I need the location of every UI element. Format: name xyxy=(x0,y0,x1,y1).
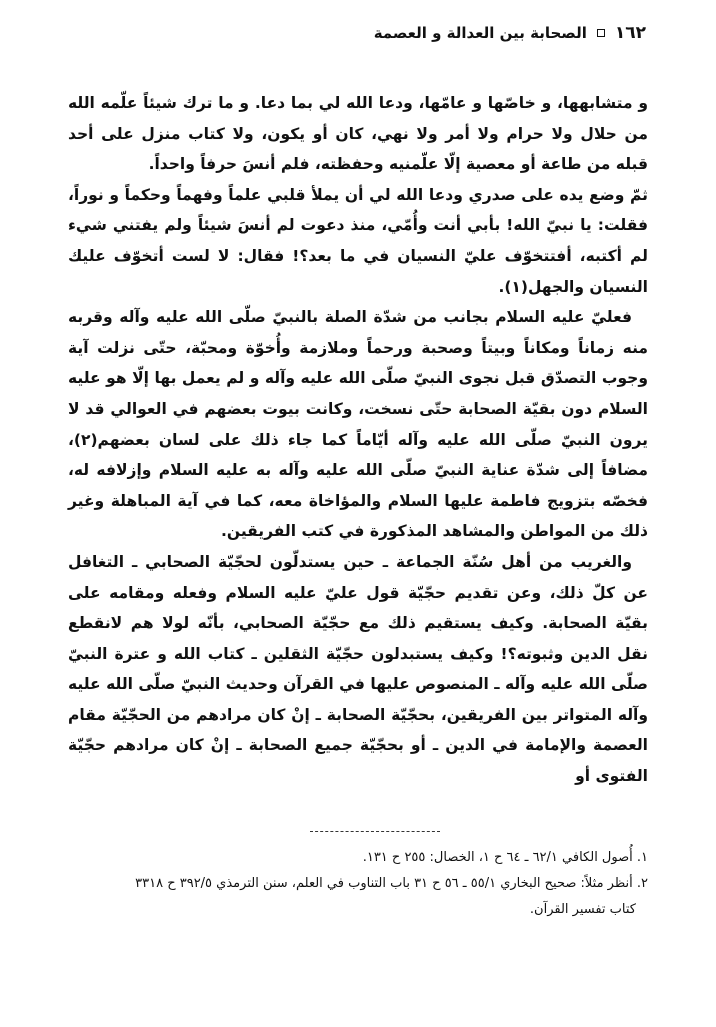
footnote-2: ٢. أنظر مثلاً: صحيح البخاري ٥٥/١ ـ ٥٦ ح ٣١ باب التناوب في العلم، سنن الترمذي ٣٩٢/٥ ح ٣٣١٨ xyxy=(135,876,648,891)
running-title: الصحابة بين العدالة و العصمة xyxy=(373,24,587,42)
paragraph-ali-closeness: فعليّ عليه السلام بجانب من شدّة الصلة بالنبيّ صلّى الله عليه وآله وقربه منه زماناً ومكاناً وبيتاً وصحبة ورحماً وملازمة وأُخوّة ومحبّة، حتّى نزلت آية وجوب التصدّق قبل نجوى النبيّ صلّى الله عليه وآله و لم يعمل بها إلّا هو عليه السلام دون بقيّة الصحابة حتّى نسخت، وكانت بيوت بعضهم في العوالي قد لا يرون النبيّ صلّى الله عليه وآله أيّاماً كما جاء ذلك على لسان بعضهم(٢)، مضافاً إلى شدّة عناية النبيّ صلّى الله عليه وآله به عليه السلام وإزلافه له، فخصّه بتزويج فاطمة عليها السلام والمؤاخاة معه، كما في آية المباهلة وغير ذلك من المواطن والمشاهد المذكورة في كتب الفريقين. xyxy=(68,308,648,541)
main-text xyxy=(68,88,648,792)
page-number: ١٦٢ xyxy=(614,23,646,43)
page-header xyxy=(70,20,646,46)
paragraph-hadith-part-2: ثمّ وضع يده على صدري ودعا الله لي أن يملأ قلبي علماً وفهماً وحكماً و نوراً، فقلت: يا نبيّ الله! بأبي أنت وأُمّي، منذ دعوت لم أنسَ شيئاً ولم يفتني شيء لم أكتبه، أفتتخوّف عليّ النسيان في ما بعد؟! فقال: لا لست أتخوّف عليك النسيان والجهل(١). xyxy=(68,185,648,296)
paragraph-sunni-critique: والغريب من أهل سُنّة الجماعة ـ حين يستدلّون لحجّيّة الصحابي ـ التغافل عن كلّ ذلك، وعن تقديم حجّيّة قول عليّ عليه السلام وفعله ومقامه على بقيّة الصحابة. وكيف يستقيم ذلك مع حجّيّة الصحابي، بأنّه لولا هم لانقطع نقل الدين وثبوته؟! وكيف يستبدلون حجّيّة الثقلين ـ كتاب الله و عترة النبيّ صلّى الله عليه وآله ـ المنصوص عليها في القرآن وحديث النبيّ صلّى الله عليه وآله المتواتر بين الفريقين، بحجّيّة الصحابة ـ إنْ كان مرادهم من الحجّيّة مقام العصمة والإمامة في الدين ـ أو بحجّيّة جميع الصحابة ـ إنْ كان مرادهم حجّيّة الفتوى أو xyxy=(68,552,648,786)
header-square-icon xyxy=(597,29,605,37)
footnote-divider xyxy=(310,831,440,832)
footnotes xyxy=(68,845,648,923)
footnote-2-continuation: كتاب تفسير القرآن. xyxy=(529,902,636,917)
footnote-1: ١. أُصول الكافي ٦٢/١ ـ ٦٤ ح ١، الخصال: ٢٥٥ ح ١٣١. xyxy=(362,850,648,865)
paragraph-hadith-part-1: و متشابهها، و خاصّها و عامّها، ودعا الله لي بما دعا. و ما ترك شيئاً علّمه الله من حلال ولا حرام ولا أمر ولا نهي، كان أو يكون، ولا كتاب منزل على أحد قبله من طاعة أو معصية إلّا علّمنيه وحفظته، فلم أنسَ حرفاً واحداً. xyxy=(68,94,648,174)
